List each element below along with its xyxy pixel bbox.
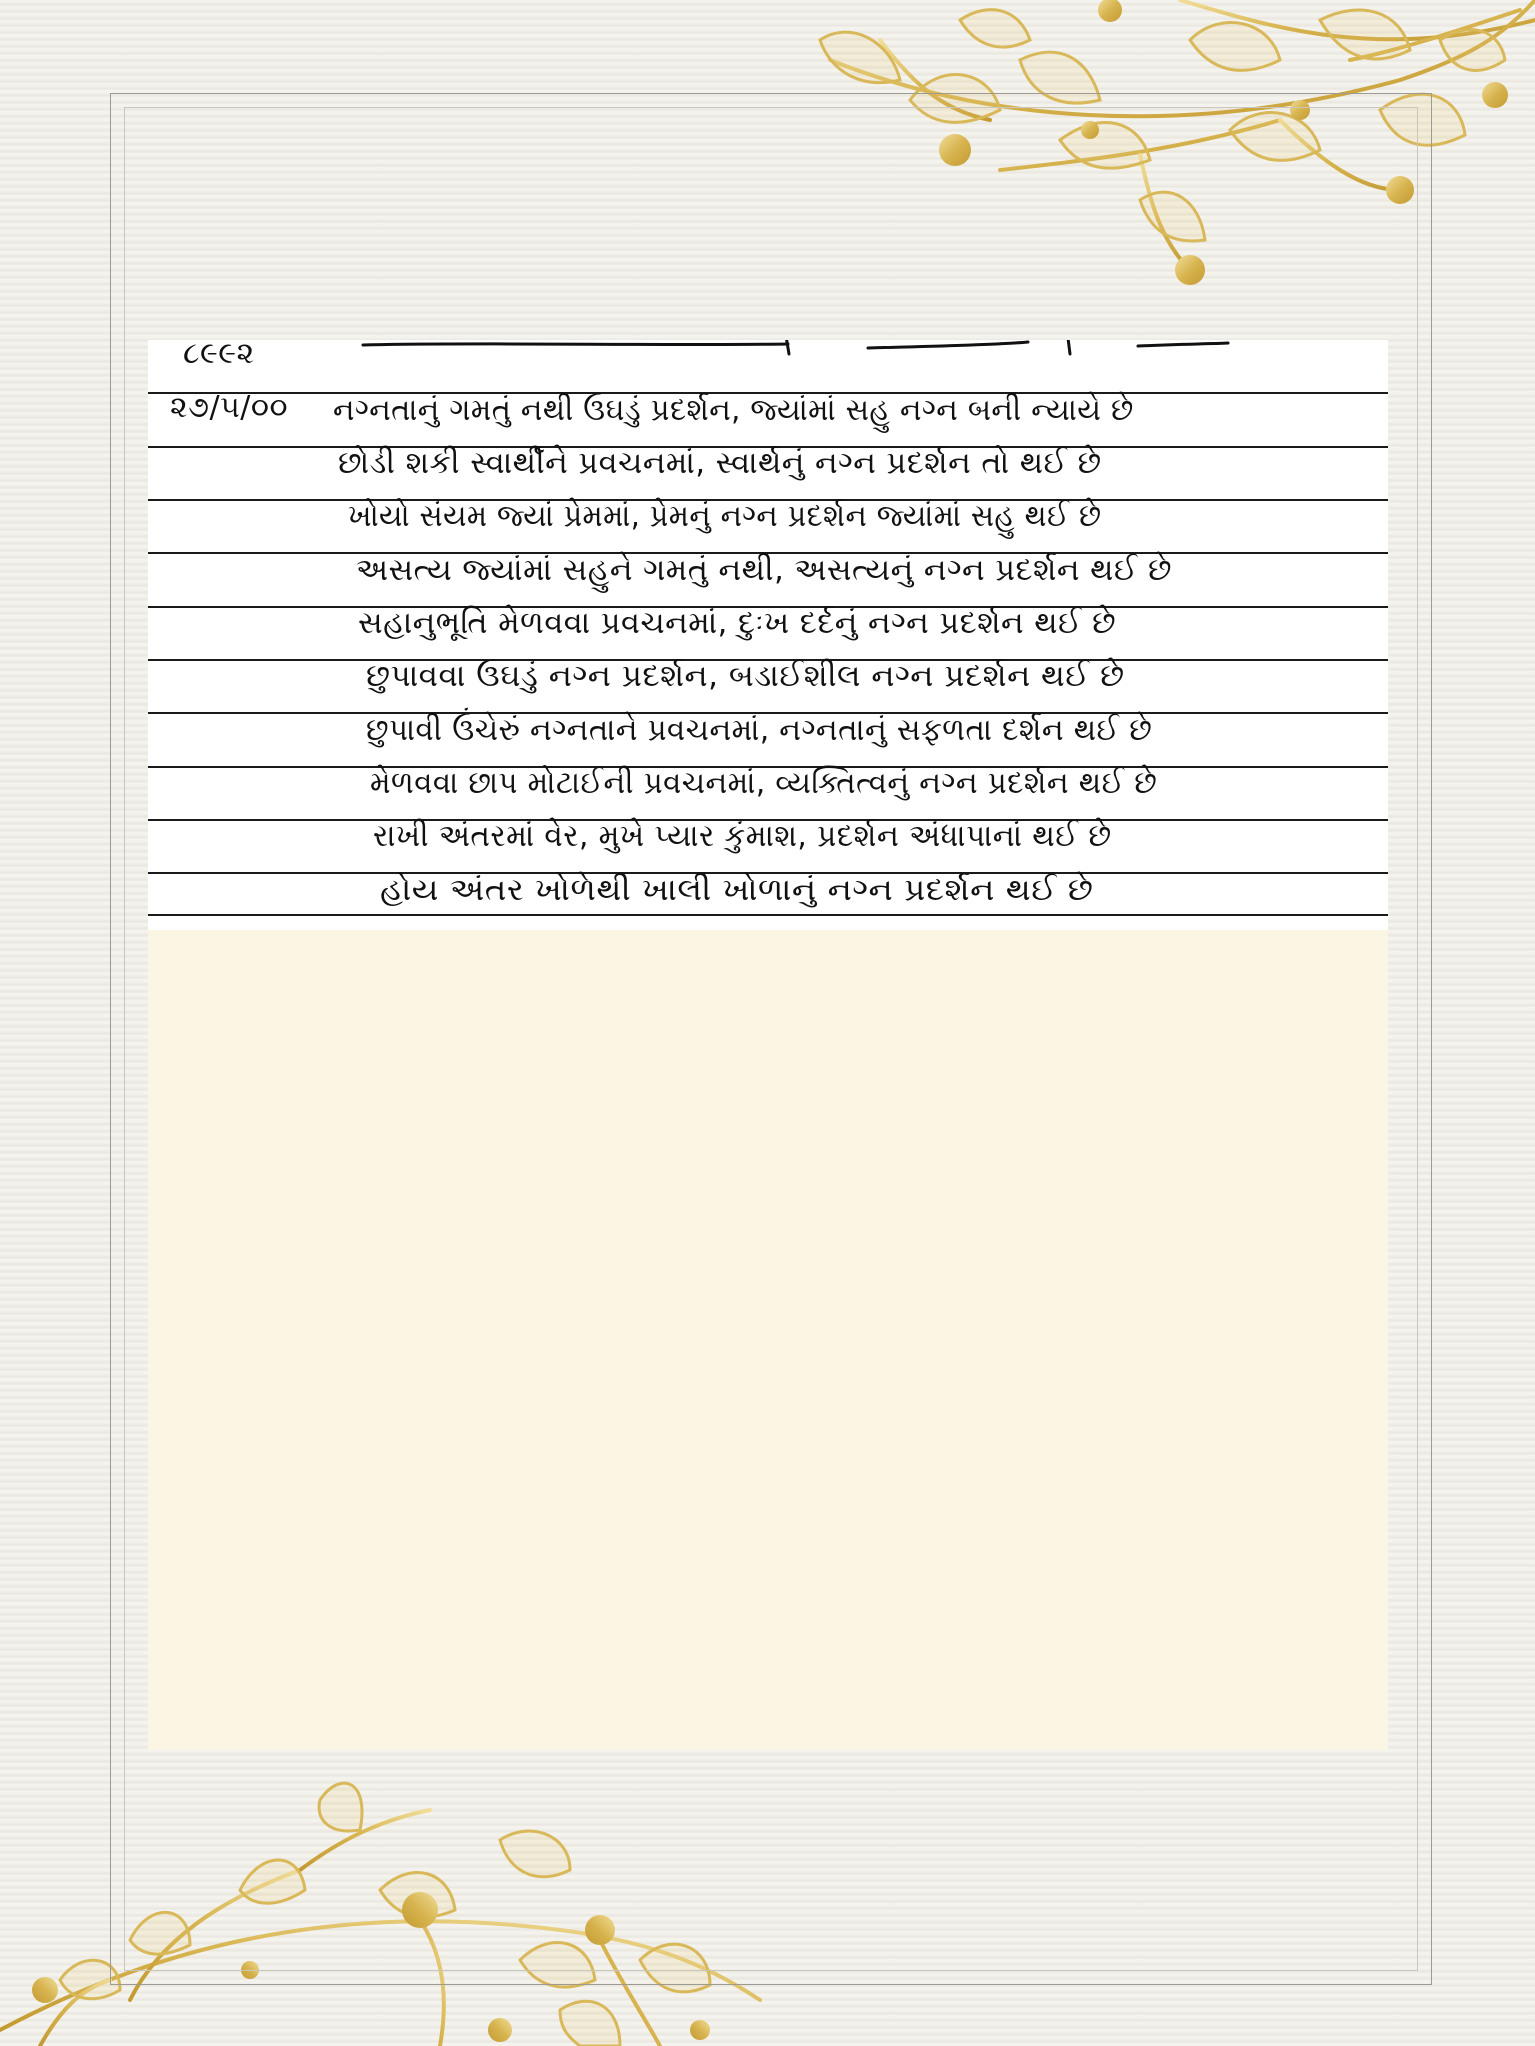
text-line-2: છોડી શકી સ્વાર્થીંને પ્રવચનમાં, સ્વાર્થનું નગ્ન પ્રદર્શન તો થઈ છે — [338, 445, 1102, 481]
line-label: ૨૭/૫/૦૦ — [170, 390, 289, 425]
header-number: ૮૯૯૨ — [183, 340, 255, 371]
text-line-9: રાખી અંતરમાં વેર, મુખે પ્યાર કુંમાશ, પ્રદર્શન અંધાપાનાં થઈ છે — [373, 818, 1112, 854]
text-line-10: હોય અંતર ખોળેથી ખાલી ખોળાનું નગ્ન પ્રદર્શન થઈ છે — [380, 872, 1094, 908]
text-line-4: અસત્ય જ્યાંમાં સહુને ગમતું નથી, અસત્યનું નગ્ન પ્રદર્શન થઈ છે — [356, 552, 1173, 588]
text-line-6: છુપાવવા ઉઘડું નગ્ન પ્રદર્શન, બડાઈશીલ નગ્ન પ્રદર્શન થઈ છે — [366, 658, 1125, 694]
text-line-3: ખોયો સંયમ જ્યાં પ્રેમમાં, પ્રેમનું નગ્ન પ્રદર્શન જ્યાંમાં સહુ થઈ છે — [348, 498, 1102, 534]
text-line-5: સહાનુભૂતિ મેળવવા પ્રવચનમાં, દુઃખ દર્દનું નગ્ન પ્રદર્શન થઈ છે — [358, 605, 1117, 641]
handwritten-scan — [148, 340, 1388, 930]
text-line-8: મેળવવા છાપ મોટાઈની પ્રવચનમાં, વ્યક્તિત્વનું નગ્ન પ્રદર્શન થઈ છે — [370, 765, 1158, 801]
text-line-1: નગ્નતાનું ગમતું નથી ઉઘડું પ્રદર્શન, જ્યાંમાં સહુ નગ્ન બની ન્યાયે છે — [333, 392, 1134, 428]
text-line-7: છુપાવી ઉંચેરું નગ્નતાને પ્રવચનમાં, નગ્નતાનું સફળતા દર્શન થઈ છે — [366, 712, 1153, 748]
